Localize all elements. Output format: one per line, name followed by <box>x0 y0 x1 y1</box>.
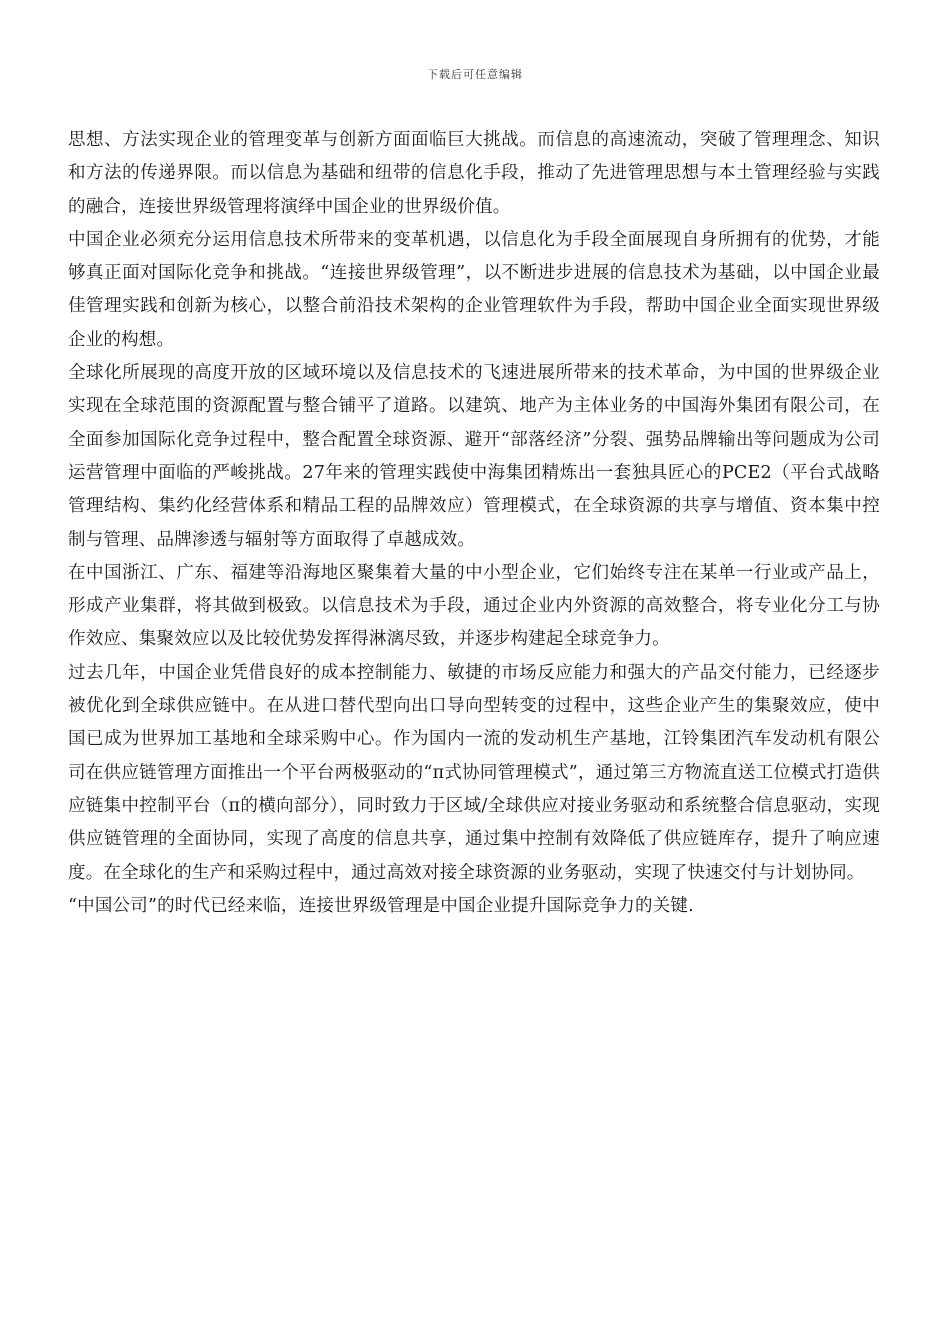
paragraph-3: 全球化所展现的高度开放的区域环境以及信息技术的飞速进展所带来的技术革命，为中国的世界级企业实现在全球范围的资源配置与整合铺平了道路。以建筑、地产为主体业务的中国海外集团有限公司，在全面参加国际化竞争过程中，整合配置全球资源、避开“部落经济”分裂、强势品牌输出等问题成为公司运营管理中面临的严峻挑战。27年来的管理实践使中海集团精炼出一套独具匠心的PCE2（平台式战略管理结构、集约化经营体系和精品工程的品牌效应）管理模式，在全球资源的共享与增值、资本集中控制与管理、品牌渗透与辐射等方面取得了卓越成效。 <box>68 363 880 550</box>
paragraph-5: 过去几年，中国企业凭借良好的成本控制能力、敏捷的市场反应能力和强大的产品交付能力，已经逐步被优化到全球供应链中。在从进口替代型向出口导向型转变的过程中，这些企业产生的集聚效应，使中国已成为世界加工基地和全球采购中心。作为国内一流的发动机生产基地，江铃集团汽车发动机有限公司在供应链管理方面推出一个平台两极驱动的“π式协同管理模式”，通过第三方物流直送工位模式打造供应链集中控制平台（π的横向部分），同时致力于区域/全球供应对接业务驱动和系统整合信息驱动，实现供应链管理的全面协同，实现了高度的信息共享，通过集中控制有效降低了供应链库存，提升了响应速度。在全球化的生产和采购过程中，通过高效对接全球资源的业务驱动，实现了快速交付与计划协同。 <box>68 662 880 883</box>
document-body <box>68 124 880 923</box>
page-header-note: 下载后可任意编辑 <box>427 68 523 81</box>
paragraph-4: 在中国浙江、广东、福建等沿海地区聚集着大量的中小型企业，它们始终专注在某单一行业或产品上，形成产业集群，将其做到极致。以信息技术为手段，通过企业内外资源的高效整合，将专业化分工与协作效应、集聚效应以及比较优势发挥得淋漓尽致，并逐步构建起全球竞争力。 <box>68 562 880 650</box>
paragraph-1: 思想、方法实现企业的管理变革与创新方面面临巨大挑战。而信息的高速流动，突破了管理理念、知识和方法的传递界限。而以信息为基础和纽带的信息化手段，推动了先进管理思想与本土管理经验与实践的融合，连接世界级管理将演绎中国企业的世界级价值。 <box>68 130 880 217</box>
paragraph-6: “中国公司”的时代已经来临，连接世界级管理是中国企业提升国际竞争力的关键. <box>68 895 694 916</box>
paragraph-2: 中国企业必须充分运用信息技术所带来的变革机遇，以信息化为手段全面展现自身所拥有的优势，才能够真正面对国际化竞争和挑战。“连接世界级管理”，以不断进步进展的信息技术为基础，以中国企业最佳管理实践和创新为核心，以整合前沿技术架构的企业管理软件为手段，帮助中国企业全面实现世界级企业的构想。 <box>68 229 880 350</box>
